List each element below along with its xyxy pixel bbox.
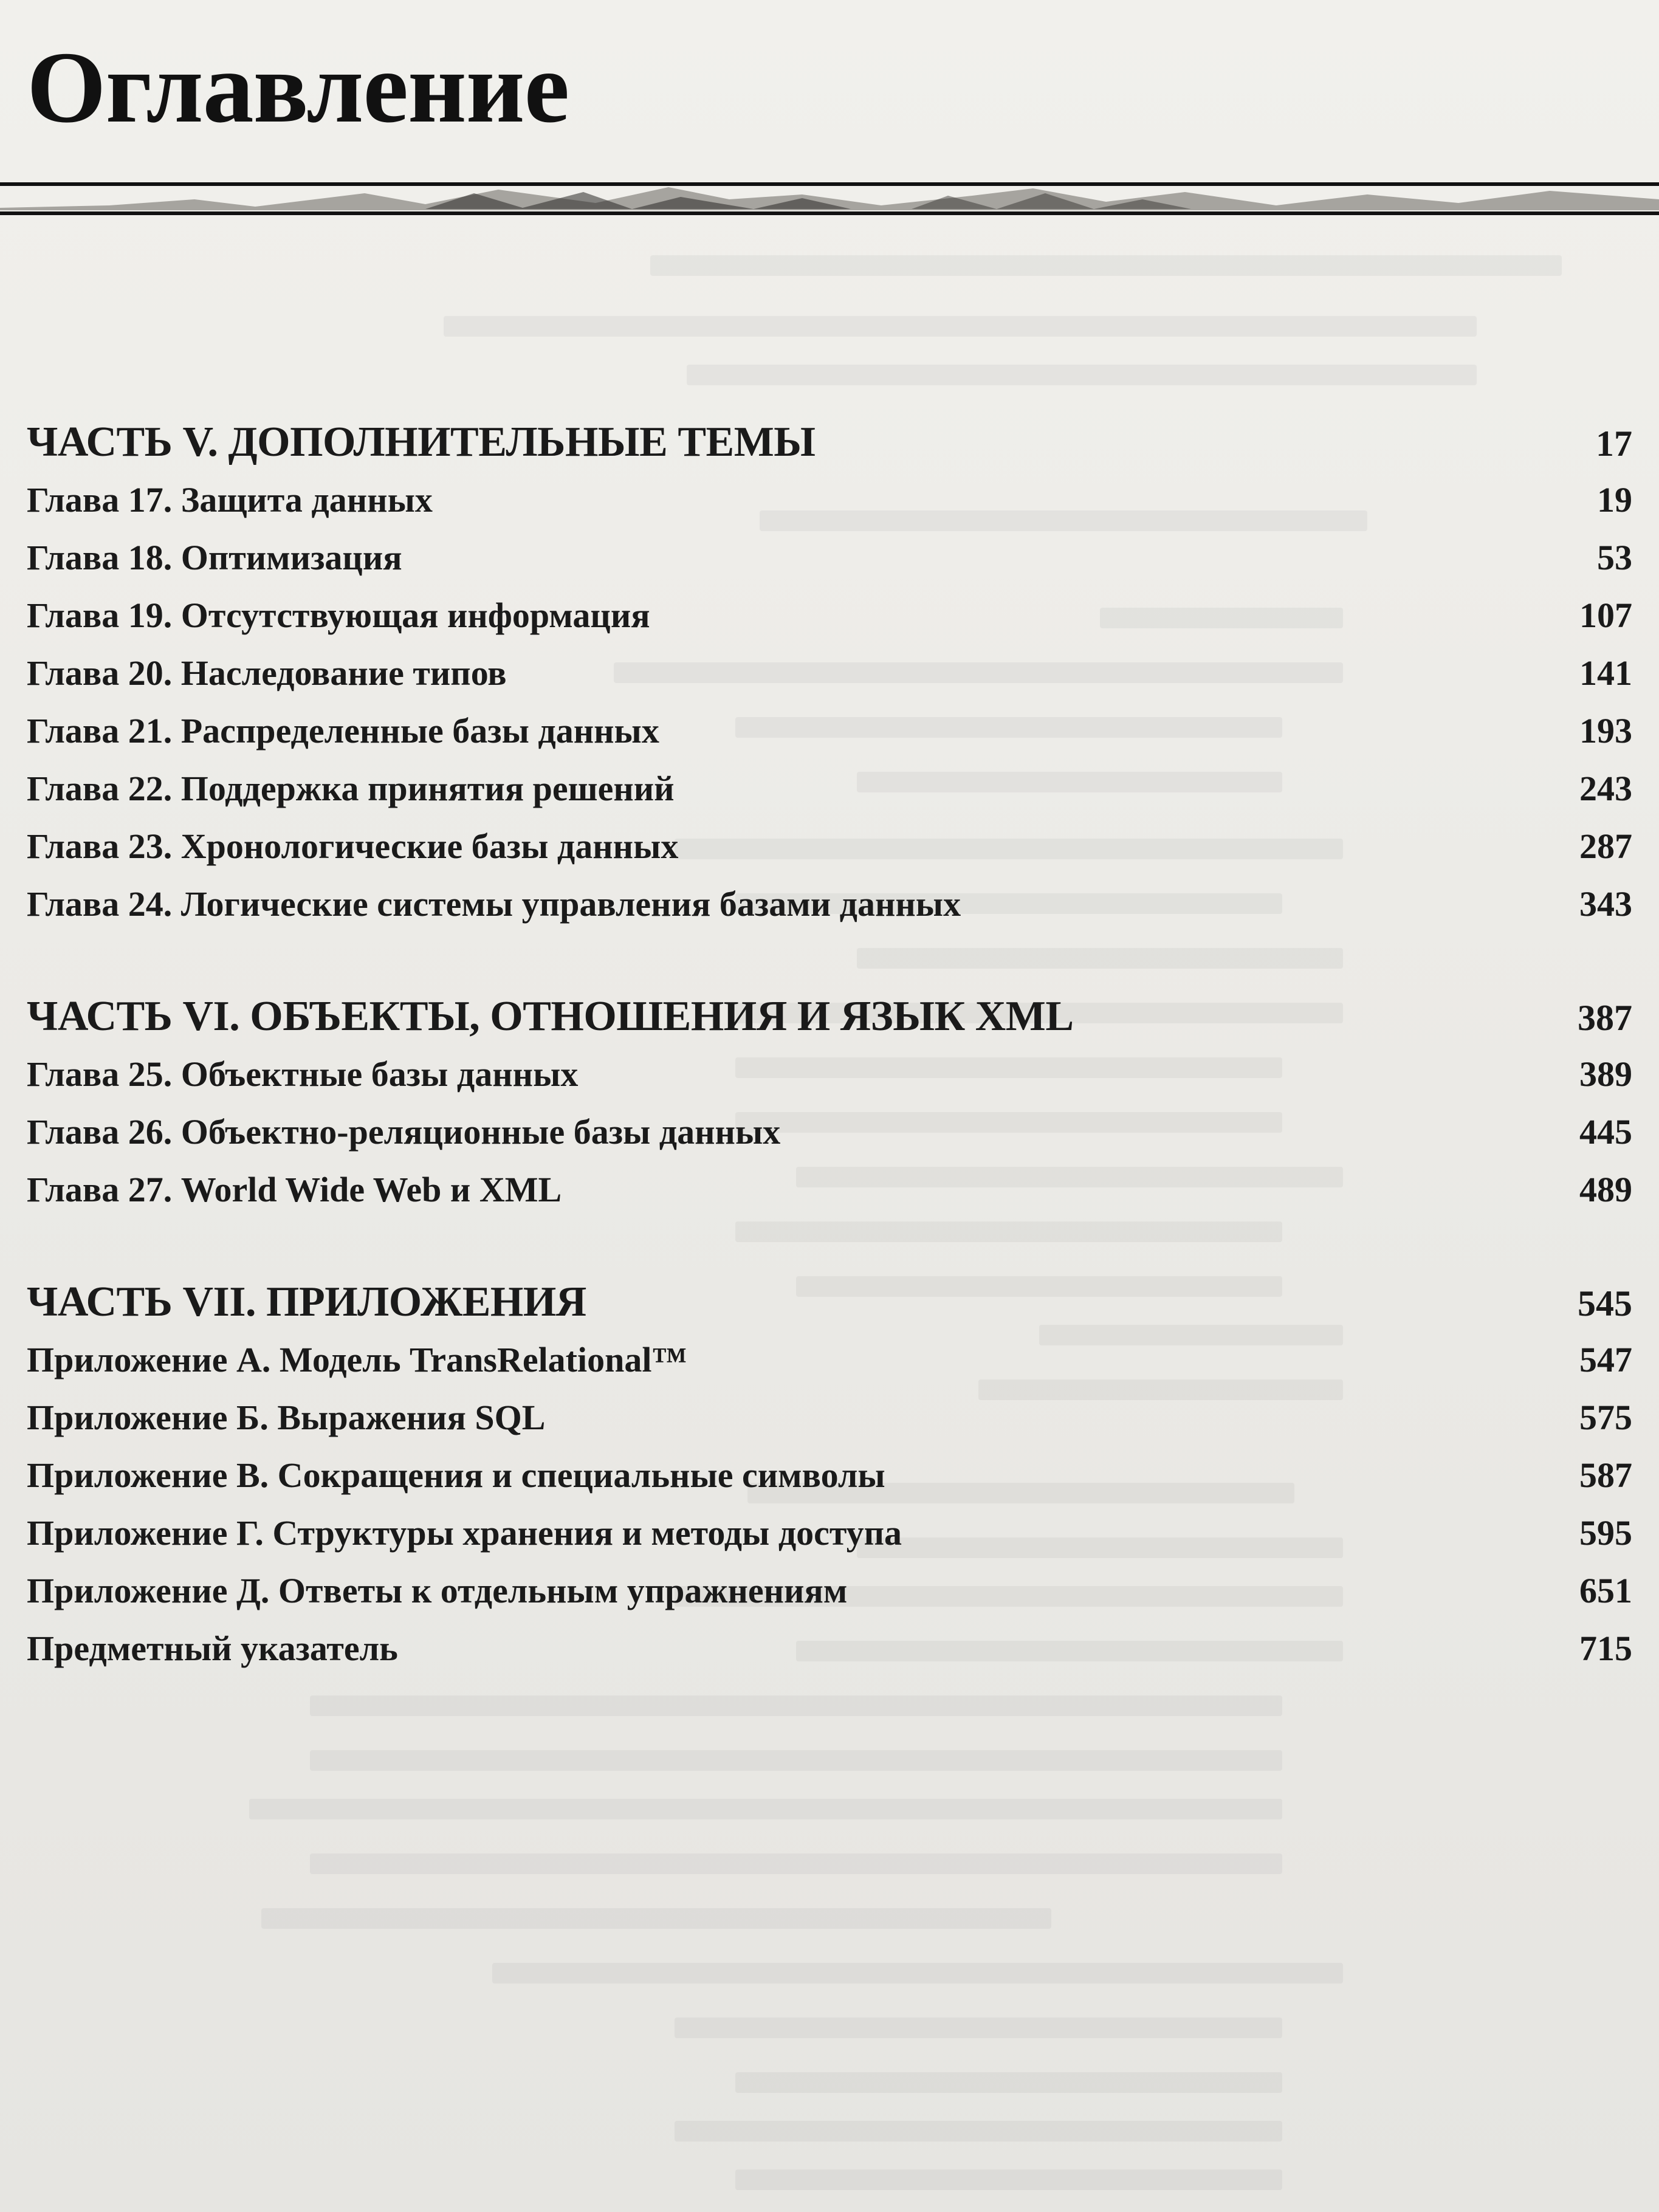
toc-chapter-entry bbox=[27, 1331, 1632, 1389]
appendix-title: Приложение Д. Ответы к отдельным упражнениям bbox=[27, 1571, 848, 1610]
chapter-page-number: 107 bbox=[1579, 596, 1632, 635]
toc-part bbox=[27, 987, 1632, 1218]
appendix-page-number: 575 bbox=[1579, 1398, 1632, 1437]
toc-part bbox=[27, 1273, 1632, 1677]
appendix-page-number: 595 bbox=[1579, 1513, 1632, 1553]
bleed-through-line bbox=[249, 1799, 1282, 1819]
chapter-page-number: 489 bbox=[1579, 1170, 1632, 1209]
appendix-title: Приложение Г. Структуры хранения и методы доступа bbox=[27, 1513, 902, 1553]
toc-chapter-entry bbox=[27, 644, 1632, 702]
bleed-through-line bbox=[492, 1963, 1343, 1984]
toc-chapter-entry bbox=[27, 586, 1632, 644]
chapter-page-number: 19 bbox=[1597, 480, 1632, 520]
toc-chapter-entry bbox=[27, 1504, 1632, 1562]
part-title: ЧАСТЬ V. ДОПОЛНИТЕЛЬНЫЕ ТЕМЫ bbox=[27, 419, 816, 465]
chapter-page-number: 193 bbox=[1579, 711, 1632, 750]
decorative-header-rule bbox=[0, 181, 1659, 219]
chapter-page-number: 343 bbox=[1579, 884, 1632, 924]
part-spacer bbox=[27, 1218, 1632, 1273]
toc-chapter-entry bbox=[27, 1389, 1632, 1446]
toc-chapter-entry bbox=[27, 1562, 1632, 1619]
bleed-through-line bbox=[310, 1750, 1282, 1771]
chapter-page-number: 243 bbox=[1579, 769, 1632, 808]
chapter-page-number: 445 bbox=[1579, 1112, 1632, 1152]
part-page-number: 387 bbox=[1578, 998, 1632, 1038]
toc-part bbox=[27, 413, 1632, 933]
toc-chapter-entry bbox=[27, 1446, 1632, 1504]
chapter-title: Глава 26. Объектно-реляционные базы данных bbox=[27, 1112, 781, 1152]
bleed-through-line bbox=[735, 2169, 1282, 2190]
toc-chapter-entry bbox=[27, 1103, 1632, 1161]
bleed-through-line bbox=[687, 365, 1477, 385]
chapter-title: Глава 21. Распределенные базы данных bbox=[27, 711, 659, 750]
toc-part-heading bbox=[27, 413, 1632, 471]
toc-chapter-entry bbox=[27, 529, 1632, 586]
part-title: ЧАСТЬ VII. ПРИЛОЖЕНИЯ bbox=[27, 1279, 586, 1325]
chapter-title: Глава 22. Поддержка принятия решений bbox=[27, 769, 675, 808]
appendix-title: Приложение А. Модель TransRelational™ bbox=[27, 1340, 687, 1379]
table-of-contents bbox=[27, 413, 1632, 1677]
part-title: ЧАСТЬ VI. ОБЪЕКТЫ, ОТНОШЕНИЯ И ЯЗЫК XML bbox=[27, 993, 1074, 1040]
index-title: Предметный указатель bbox=[27, 1629, 398, 1668]
chapter-title: Глава 25. Объектные базы данных bbox=[27, 1054, 579, 1094]
bleed-through-line bbox=[310, 1695, 1282, 1716]
part-spacer bbox=[27, 933, 1632, 987]
bleed-through-line bbox=[261, 1908, 1051, 1929]
chapter-title: Глава 20. Наследование типов bbox=[27, 653, 507, 693]
bleed-through-line bbox=[735, 2072, 1282, 2093]
toc-chapter-entry bbox=[27, 471, 1632, 529]
chapter-page-number: 141 bbox=[1579, 653, 1632, 693]
toc-chapter-entry bbox=[27, 1045, 1632, 1103]
toc-part-heading bbox=[27, 987, 1632, 1045]
toc-chapter-entry bbox=[27, 760, 1632, 817]
part-page-number: 545 bbox=[1578, 1283, 1632, 1324]
index-page-number: 715 bbox=[1579, 1629, 1632, 1668]
appendix-page-number: 587 bbox=[1579, 1455, 1632, 1495]
toc-chapter-entry bbox=[27, 702, 1632, 760]
chapter-title: Глава 18. Оптимизация bbox=[27, 538, 402, 577]
chapter-title: Глава 27. World Wide Web и XML bbox=[27, 1170, 562, 1209]
chapter-title: Глава 19. Отсутствующая информация bbox=[27, 596, 650, 635]
chapter-title: Глава 24. Логические системы управления базами данных bbox=[27, 884, 961, 924]
bleed-through-line bbox=[310, 1853, 1282, 1874]
appendix-title: Приложение В. Сокращения и специальные символы bbox=[27, 1455, 885, 1495]
appendix-page-number: 547 bbox=[1579, 1340, 1632, 1379]
toc-chapter-entry bbox=[27, 817, 1632, 875]
toc-chapter-entry bbox=[27, 1619, 1632, 1677]
part-page-number: 17 bbox=[1596, 424, 1632, 464]
appendix-page-number: 651 bbox=[1579, 1571, 1632, 1610]
toc-chapter-entry bbox=[27, 1161, 1632, 1218]
appendix-title: Приложение Б. Выражения SQL bbox=[27, 1398, 546, 1437]
page-title: Оглавление bbox=[27, 31, 569, 144]
toc-chapter-entry bbox=[27, 875, 1632, 933]
bleed-through-line bbox=[650, 255, 1562, 276]
chapter-title: Глава 23. Хронологические базы данных bbox=[27, 826, 679, 866]
chapter-title: Глава 17. Защита данных bbox=[27, 480, 433, 520]
toc-part-heading bbox=[27, 1273, 1632, 1331]
chapter-page-number: 287 bbox=[1579, 826, 1632, 866]
bleed-through-line bbox=[675, 2018, 1282, 2038]
chapter-page-number: 389 bbox=[1579, 1054, 1632, 1094]
bleed-through-line bbox=[444, 316, 1477, 337]
chapter-page-number: 53 bbox=[1597, 538, 1632, 577]
bleed-through-line bbox=[675, 2121, 1282, 2142]
